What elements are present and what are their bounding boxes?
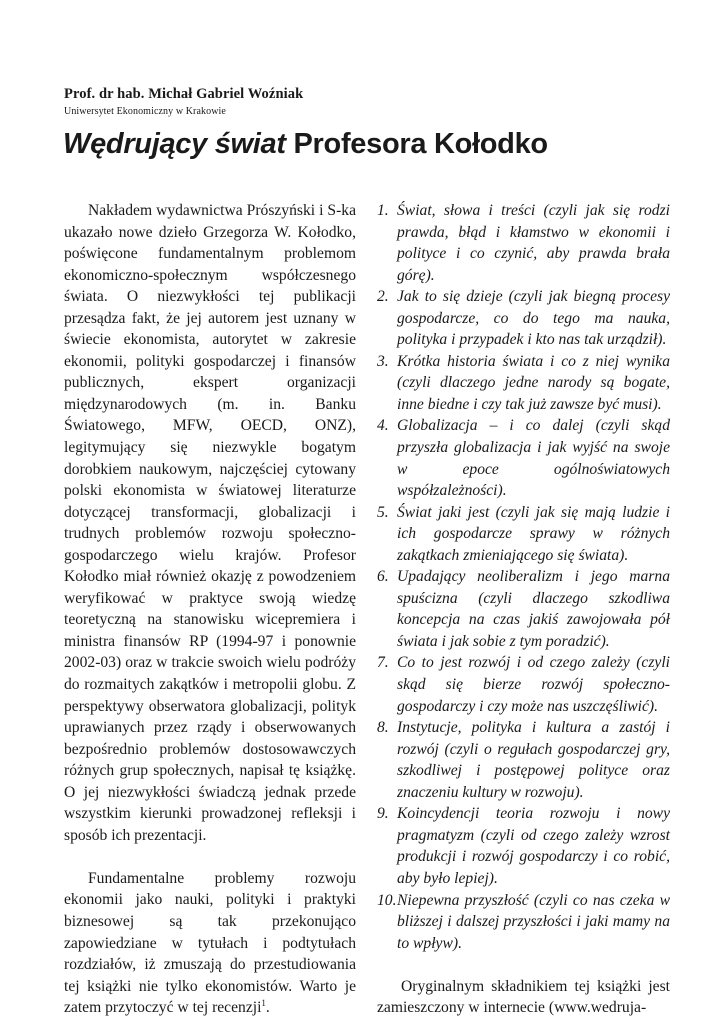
article-title <box>63 128 548 161</box>
chapter-item <box>377 566 670 652</box>
chapter-number: 10. <box>377 891 397 909</box>
right-column <box>377 200 670 1019</box>
chapter-item <box>377 652 670 717</box>
chapter-item <box>377 803 670 889</box>
chapter-number: 3. <box>377 352 389 370</box>
body-paragraph-2 <box>64 868 356 1019</box>
chapter-title: Jak to się dzieje (czyli jak biegną procesy gospodarcze, co do tego ma nauka, polityka i przypadek i kto nas tak urządził). <box>397 288 670 349</box>
paragraph-2-text: Fundamentalne problemy rozwoju ekonomii jako nauki, polityki i praktyki biznesowej są tak przekonująco zapowiedziane w tytułach i podtytułach rozdziałów, iż zmuszają do przestudiowania tej książki nie tylko ekonomistów. Warto je zatem przytoczyć w tej recenzji <box>64 869 356 1017</box>
chapter-title: Instytucje, polityka i kultura a zastój i rozwój (czyli o regułach gospodarczej gry, szkodliwej i postępowej polityce oraz znaczeniu kultury w rozwoju). <box>397 719 670 801</box>
footnote-marker[interactable]: 1 <box>261 998 266 1008</box>
chapter-item <box>377 286 670 351</box>
chapter-number: 9. <box>377 805 389 823</box>
chapter-number: 6. <box>377 568 389 586</box>
chapter-number: 2. <box>377 288 389 306</box>
chapter-item <box>377 502 670 567</box>
paragraph-gap <box>64 846 356 868</box>
left-column <box>64 200 356 1019</box>
body-paragraph-1: Nakładem wydawnictwa Prószyński i S-ka ukazało nowe dzieło Grzegorza W. Kołodko, poświęcone fundamentalnym problemom ekonomiczno-społecznym współczesnego świata. O niezwykłości tej publikacji przesądza fakt, że jej autorem jest uznany w świecie ekonomista, autorytet w zakresie ekonomii, polityki gospodarczej i finansów publicznych, ekspert organizacji międzynarodowych (m. in. Banku Światowego, MFW, OECD, ONZ), legitymujący się niezwykle bogatym dorobkiem naukowym, najczęściej cytowany polski ekonomista w światowej literaturze dotyczącej transformacji, globalizacji i trudnych problemów rozwoju społeczno-gospodarczego wielu krajów. Profesor Kołodko miał również okazję z powodzeniem weryfikować w praktyce swoją wiedzę teoretyczną na stanowisku wicepremiera i ministra finansów RP (1994-97 i ponownie 2002-03) oraz w trakcie swoich wielu podróży do rozmaitych zakątków i metropolii globu. Z perspektywy obserwatora globalizacji, polityk uprawianych przez rządy i obserwowanych bezpośrednio problemów dostosowawczych różnych grup społecznych, napisał tę książkę. O jej niezwykłości świadczą jednak przede wszystkim kierunki prowadzonej refleksji i sposób ich prezentacji. <box>64 202 356 844</box>
chapter-title: Świat jaki jest (czyli jak się mają ludzie i ich gospodarcze sprawy w różnych zakątkach zmieniającego się świata). <box>397 503 670 564</box>
chapter-number: 1. <box>377 202 389 219</box>
chapter-number: 7. <box>377 654 389 672</box>
chapter-list <box>377 200 670 954</box>
chapter-title: Globalizacja – i co dalej (czyli skąd przyszła globalizacja i jak wyjść na swoje w epoce ogólnoświatowych współzależności). <box>397 417 670 500</box>
chapter-item <box>377 200 670 286</box>
author-affiliation: Uniwersytet Ekonomiczny w Krakowie <box>64 106 226 117</box>
chapter-number: 8. <box>377 719 389 737</box>
paragraph-gap <box>377 954 670 976</box>
chapter-number: 4. <box>377 417 389 435</box>
closing-paragraph: Oryginalnym składnikiem tej książki jest zamieszczony w internecie (www.wedruja- <box>377 977 670 1017</box>
chapter-item <box>377 351 670 416</box>
author-name: Prof. dr hab. Michał Gabriel Woźniak <box>64 86 304 102</box>
title-italic: Wędrujący świat <box>63 128 286 160</box>
chapter-title: Co to jest rozwój i od czego zależy (czyli skąd się bierze rozwój społeczno-gospodarczy i czy może nas uszczęśliwić). <box>397 654 670 715</box>
chapter-title: Niepewna przyszłość (czyli co nas czeka w bliższej i dalszej przyszłości i jaki mamy na to wpływ). <box>397 891 670 952</box>
chapter-title: Krótka historia świata i co z niej wynika (czyli dlaczego jedne narody są bogate, inne biedne i czy tak już zawsze być musi). <box>397 352 670 413</box>
chapter-item <box>377 890 670 955</box>
chapter-title: Świat, słowa i treści (czyli jak się rodzi prawda, błąd i kłamstwo w ekonomii i polityce i co czynić, aby prawda brała górę). <box>397 202 670 284</box>
paragraph-2-end: . <box>265 999 270 1017</box>
chapter-title: Koincydencji teoria rozwoju i nowy pragmatyzm (czyli od czego zależy wzrost produkcji i rozwój gospodarczy i co robić, aby było lepiej). <box>397 805 670 887</box>
title-regular: Profesora Kołodko <box>285 128 548 160</box>
chapter-item <box>377 717 670 803</box>
chapter-title: Upadający neoliberalizm i jego marna spuścizna (czyli dlaczego szkodliwa koncepcja na czas jakiś zawojowała pół świata i jak sobie z tym poradzić). <box>397 568 670 650</box>
chapter-number: 5. <box>377 503 389 521</box>
chapter-item <box>377 415 670 501</box>
